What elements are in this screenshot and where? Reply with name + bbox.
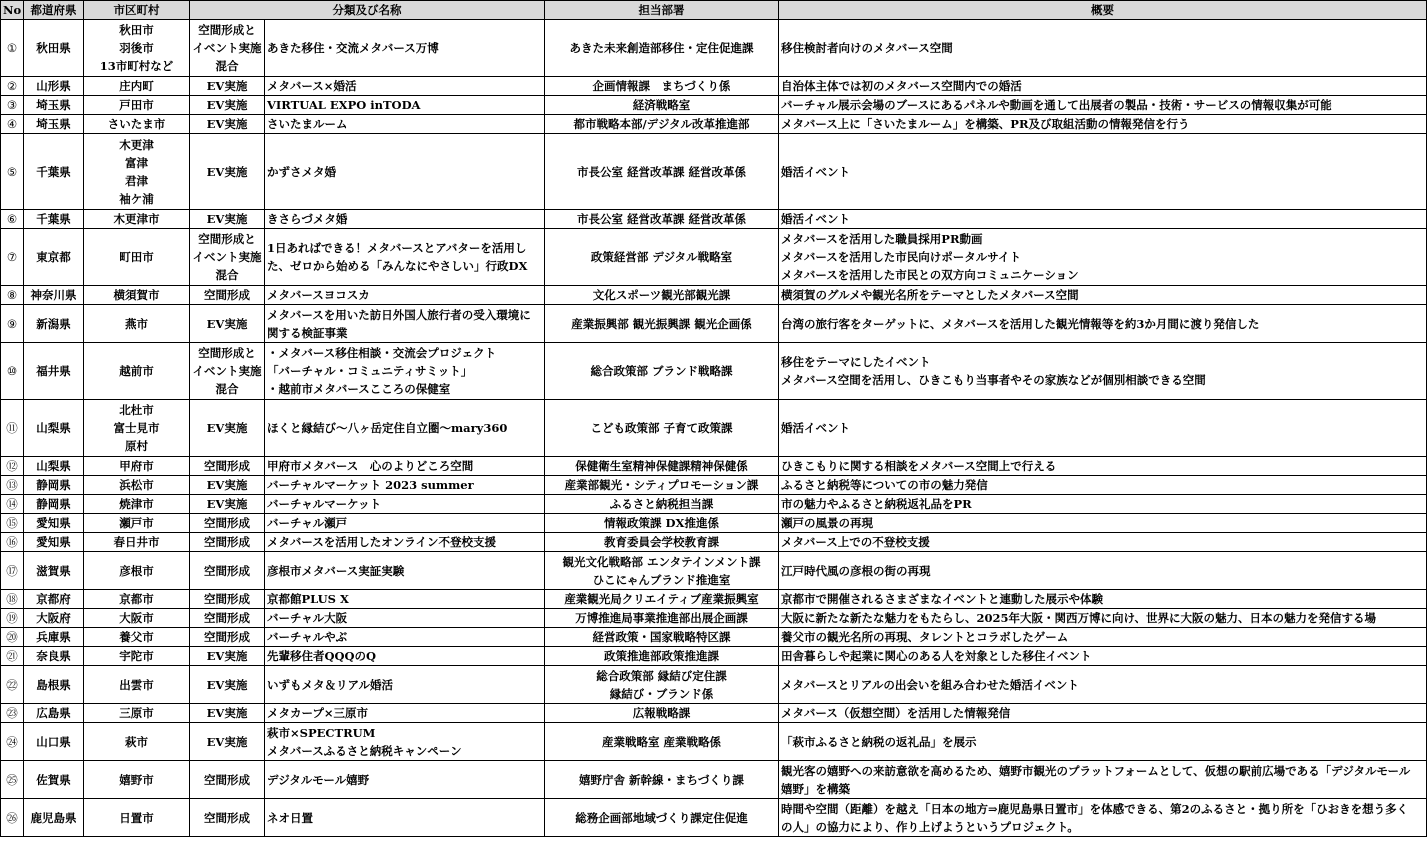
cell-department: あきた未来創造部移住・定住促進課 xyxy=(545,20,779,77)
cell-type: EV実施 xyxy=(190,704,265,723)
cell-department: ふるさと納税担当課 xyxy=(545,495,779,514)
cell-department: 保健衛生室精神保健課精神保健係 xyxy=(545,457,779,476)
cell-summary: メタバース上に「さいたまルーム」を構築、PR及び取組活動の情報発信を行う xyxy=(779,115,1427,134)
cell-summary: 移住をテーマにしたイベント メタバース空間を活用し、ひきこもり当事者やその家族などが個別相談できる空間 xyxy=(779,343,1427,400)
cell-municipality: 北杜市 富士見市 原村 xyxy=(84,400,190,457)
cell-department: 産業振興部 観光振興課 観光企画係 xyxy=(545,305,779,343)
table-row xyxy=(1,476,1427,495)
table-row xyxy=(1,20,1427,77)
cell-no: ⑯ xyxy=(1,533,24,552)
cell-department: 産業部観光・シティプロモーション課 xyxy=(545,476,779,495)
cell-department: 文化スポーツ観光部観光課 xyxy=(545,286,779,305)
cell-municipality: 出雲市 xyxy=(84,666,190,704)
header-summary: 概要 xyxy=(779,1,1427,20)
cell-prefecture: 千葉県 xyxy=(24,134,84,210)
cell-name: 萩市×SPECTRUM メタバースふるさと納税キャンペーン xyxy=(265,723,545,761)
cell-type: EV実施 xyxy=(190,305,265,343)
cell-municipality: 秋田市 羽後市 13市町村など xyxy=(84,20,190,77)
cell-type: 空間形成 xyxy=(190,533,265,552)
cell-summary: 婚活イベント xyxy=(779,134,1427,210)
cell-department: 企画情報課 まちづくり係 xyxy=(545,77,779,96)
header-municipality: 市区町村 xyxy=(84,1,190,20)
cell-municipality: 戸田市 xyxy=(84,96,190,115)
cell-type: EV実施 xyxy=(190,400,265,457)
cell-name: メタカープ×三原市 xyxy=(265,704,545,723)
cell-summary: 台湾の旅行客をターゲットに、メタバースを活用した観光情報等を約3か月間に渡り発信した xyxy=(779,305,1427,343)
cell-name: VIRTUAL EXPO inTODA xyxy=(265,96,545,115)
cell-summary: メタバース（仮想空間）を活用した情報発信 xyxy=(779,704,1427,723)
cell-municipality: 燕市 xyxy=(84,305,190,343)
cell-name: 京都館PLUS X xyxy=(265,590,545,609)
cell-type: 空間形成 xyxy=(190,552,265,590)
cell-summary: バーチャル展示会場のブースにあるパネルや動画を通して出展者の製品・技術・サービスの情報収集が可能 xyxy=(779,96,1427,115)
cell-department: 総合政策部 縁結び定住課 縁結び・ブランド係 xyxy=(545,666,779,704)
cell-type: 空間形成 xyxy=(190,761,265,799)
cell-summary: メタバースとリアルの出会いを組み合わせた婚活イベント xyxy=(779,666,1427,704)
cell-municipality: 春日井市 xyxy=(84,533,190,552)
table-row xyxy=(1,305,1427,343)
cell-municipality: 瀬戸市 xyxy=(84,514,190,533)
cell-department: 都市戦略本部/デジタル改革推進部 xyxy=(545,115,779,134)
cell-department: 産業観光局クリエイティブ産業振興室 xyxy=(545,590,779,609)
table-row xyxy=(1,552,1427,590)
cell-department: こども政策部 子育て政策課 xyxy=(545,400,779,457)
cell-name: バーチャル大阪 xyxy=(265,609,545,628)
table-row xyxy=(1,495,1427,514)
cell-municipality: 彦根市 xyxy=(84,552,190,590)
cell-type: EV実施 xyxy=(190,723,265,761)
cell-name: いずもメタ＆リアル婚活 xyxy=(265,666,545,704)
cell-department: 総合政策部 ブランド戦略課 xyxy=(545,343,779,400)
cell-prefecture: 兵庫県 xyxy=(24,628,84,647)
cell-summary: ひきこもりに関する相談をメタバース空間上で行える xyxy=(779,457,1427,476)
table-row xyxy=(1,134,1427,210)
cell-municipality: さいたま市 xyxy=(84,115,190,134)
cell-department: 情報政策課 DX推進係 xyxy=(545,514,779,533)
cell-department: 市長公室 経営改革課 経営改革係 xyxy=(545,134,779,210)
cell-prefecture: 静岡県 xyxy=(24,495,84,514)
cell-name: あきた移住・交流メタバース万博 xyxy=(265,20,545,77)
cell-prefecture: 愛知県 xyxy=(24,533,84,552)
table-row xyxy=(1,229,1427,286)
cell-no: ⑤ xyxy=(1,134,24,210)
cell-prefecture: 島根県 xyxy=(24,666,84,704)
header-department: 担当部署 xyxy=(545,1,779,20)
cell-summary: 田舎暮らしや起業に関心のある人を対象とした移住イベント xyxy=(779,647,1427,666)
cell-name: 先輩移住者QQQのQ xyxy=(265,647,545,666)
cell-type: EV実施 xyxy=(190,647,265,666)
table-row xyxy=(1,704,1427,723)
cell-municipality: 庄内町 xyxy=(84,77,190,96)
cell-summary: 婚活イベント xyxy=(779,210,1427,229)
cell-municipality: 町田市 xyxy=(84,229,190,286)
cell-department: 万博推進局事業推進部出展企画課 xyxy=(545,609,779,628)
cell-type: 空間形成 xyxy=(190,286,265,305)
cell-type: EV実施 xyxy=(190,666,265,704)
cell-no: ⑥ xyxy=(1,210,24,229)
cell-no: ⑩ xyxy=(1,343,24,400)
cell-municipality: 嬉野市 xyxy=(84,761,190,799)
cell-municipality: 甲府市 xyxy=(84,457,190,476)
cell-no: ⑫ xyxy=(1,457,24,476)
cell-no: ㉔ xyxy=(1,723,24,761)
cell-summary: メタバース上での不登校支援 xyxy=(779,533,1427,552)
cell-prefecture: 秋田県 xyxy=(24,20,84,77)
cell-name: ネオ日置 xyxy=(265,799,545,837)
cell-prefecture: 滋賀県 xyxy=(24,552,84,590)
cell-summary: 自治体主体では初のメタバース空間内での婚活 xyxy=(779,77,1427,96)
cell-summary: 市の魅力やふるさと納税返礼品をPR xyxy=(779,495,1427,514)
table-row xyxy=(1,609,1427,628)
cell-prefecture: 山形県 xyxy=(24,77,84,96)
cell-name: ・メタバース移住相談・交流会プロジェクト 「バーチャル・コミュニティサミット」 ・越前市メタバースこころの保健室 xyxy=(265,343,545,400)
cell-prefecture: 埼玉県 xyxy=(24,96,84,115)
cell-no: ⑭ xyxy=(1,495,24,514)
cell-no: ㉕ xyxy=(1,761,24,799)
cell-prefecture: 山口県 xyxy=(24,723,84,761)
cell-prefecture: 鹿児島県 xyxy=(24,799,84,837)
cell-no: ㉖ xyxy=(1,799,24,837)
cell-prefecture: 大阪府 xyxy=(24,609,84,628)
table-row xyxy=(1,343,1427,400)
cell-summary: 婚活イベント xyxy=(779,400,1427,457)
table-row xyxy=(1,514,1427,533)
cell-no: ③ xyxy=(1,96,24,115)
cell-type: EV実施 xyxy=(190,210,265,229)
cell-prefecture: 山梨県 xyxy=(24,457,84,476)
cell-type: 空間形成 xyxy=(190,457,265,476)
cell-no: ⑧ xyxy=(1,286,24,305)
cell-summary: 江戸時代風の彦根の街の再現 xyxy=(779,552,1427,590)
cell-summary: メタバースを活用した職員採用PR動画 メタバースを活用した市民向けポータルサイト メタバースを活用した市民との双方向コミュニケーション xyxy=(779,229,1427,286)
cell-department: 教育委員会学校教育課 xyxy=(545,533,779,552)
cell-type: EV実施 xyxy=(190,495,265,514)
cell-type: EV実施 xyxy=(190,476,265,495)
cell-name: バーチャルマーケット xyxy=(265,495,545,514)
cell-no: ① xyxy=(1,20,24,77)
table-row xyxy=(1,77,1427,96)
table-row xyxy=(1,115,1427,134)
header-prefecture: 都道府県 xyxy=(24,1,84,20)
table-row xyxy=(1,210,1427,229)
cell-name: バーチャルやぶ xyxy=(265,628,545,647)
cell-summary: 「萩市ふるさと納税の返礼品」を展示 xyxy=(779,723,1427,761)
cell-no: ⑪ xyxy=(1,400,24,457)
cell-prefecture: 千葉県 xyxy=(24,210,84,229)
cell-type: 空間形成と イベント実施 混合 xyxy=(190,229,265,286)
cell-no: ㉓ xyxy=(1,704,24,723)
cell-name: きさらづメタ婚 xyxy=(265,210,545,229)
cell-name: メタバース×婚活 xyxy=(265,77,545,96)
header-no: No xyxy=(1,1,24,20)
cell-department: 経営政策・国家戦略特区課 xyxy=(545,628,779,647)
cell-type: 空間形成と イベント実施 混合 xyxy=(190,343,265,400)
cell-municipality: 日置市 xyxy=(84,799,190,837)
header-classification-name: 分類及び名称 xyxy=(190,1,545,20)
cell-type: EV実施 xyxy=(190,134,265,210)
cell-prefecture: 愛知県 xyxy=(24,514,84,533)
cell-department: 総務企画部地域づくり課定住促進 xyxy=(545,799,779,837)
cell-municipality: 横須賀市 xyxy=(84,286,190,305)
table-row xyxy=(1,666,1427,704)
cell-department: 市長公室 経営改革課 経営改革係 xyxy=(545,210,779,229)
cell-no: ⑲ xyxy=(1,609,24,628)
cell-type: 空間形成 xyxy=(190,514,265,533)
cell-name: ほくと縁結び～八ヶ岳定住自立圏～mary360 xyxy=(265,400,545,457)
cell-municipality: 萩市 xyxy=(84,723,190,761)
cell-name: 彦根市メタバース実証実験 xyxy=(265,552,545,590)
cell-summary: 時間や空間（距離）を越え「日本の地方⇒鹿児島県日置市」を体感できる、第2のふるさと・拠り所を「ひおきを想う多く の人」の協力により、作り上げようというプロジェクト。 xyxy=(779,799,1427,837)
table-row xyxy=(1,533,1427,552)
cell-no: ㉑ xyxy=(1,647,24,666)
cell-department: 広報戦略課 xyxy=(545,704,779,723)
cell-name: かずさメタ婚 xyxy=(265,134,545,210)
table-row xyxy=(1,457,1427,476)
cell-type: 空間形成 xyxy=(190,799,265,837)
cell-municipality: 大阪市 xyxy=(84,609,190,628)
cell-name: 甲府市メタバース 心のよりどころ空間 xyxy=(265,457,545,476)
cell-no: ⑰ xyxy=(1,552,24,590)
cell-no: ⑱ xyxy=(1,590,24,609)
cell-summary: 移住検討者向けのメタバース空間 xyxy=(779,20,1427,77)
cell-prefecture: 神奈川県 xyxy=(24,286,84,305)
cell-type: 空間形成 xyxy=(190,628,265,647)
cell-summary: 養父市の観光名所の再現、タレントとコラボしたゲーム xyxy=(779,628,1427,647)
table-row xyxy=(1,628,1427,647)
table-row xyxy=(1,96,1427,115)
cell-municipality: 浜松市 xyxy=(84,476,190,495)
cell-department: 観光文化戦略部 エンタテインメント課 ひこにゃんブランド推進室 xyxy=(545,552,779,590)
cell-name: 1日あればできる！メタバースとアバターを活用し た、ゼロから始める「みんなにやさしい」行政DX xyxy=(265,229,545,286)
cell-prefecture: 新潟県 xyxy=(24,305,84,343)
cell-no: ④ xyxy=(1,115,24,134)
cell-municipality: 宇陀市 xyxy=(84,647,190,666)
cell-no: ⑳ xyxy=(1,628,24,647)
cell-department: 経済戦略室 xyxy=(545,96,779,115)
cell-name: バーチャルマーケット 2023 summer xyxy=(265,476,545,495)
cell-summary: 瀬戸の風景の再現 xyxy=(779,514,1427,533)
cell-no: ⑬ xyxy=(1,476,24,495)
cell-type: EV実施 xyxy=(190,96,265,115)
cell-municipality: 京都市 xyxy=(84,590,190,609)
cell-no: ⑮ xyxy=(1,514,24,533)
cell-type: EV実施 xyxy=(190,77,265,96)
cell-department: 産業戦略室 産業戦略係 xyxy=(545,723,779,761)
cell-type: 空間形成 xyxy=(190,590,265,609)
cell-prefecture: 埼玉県 xyxy=(24,115,84,134)
cell-department: 政策推進部政策推進課 xyxy=(545,647,779,666)
cell-name: さいたまルーム xyxy=(265,115,545,134)
cell-municipality: 越前市 xyxy=(84,343,190,400)
cell-type: EV実施 xyxy=(190,115,265,134)
cell-name: メタバースを用いた訪日外国人旅行者の受入環境に 関する検証事業 xyxy=(265,305,545,343)
table-row xyxy=(1,761,1427,799)
table-row xyxy=(1,723,1427,761)
cell-type: 空間形成と イベント実施 混合 xyxy=(190,20,265,77)
cell-summary: 京都市で開催されるさまざまなイベントと連動した展示や体験 xyxy=(779,590,1427,609)
cell-type: 空間形成 xyxy=(190,609,265,628)
cell-prefecture: 佐賀県 xyxy=(24,761,84,799)
cell-department: 政策経営部 デジタル戦略室 xyxy=(545,229,779,286)
table-row xyxy=(1,286,1427,305)
cell-summary: ふるさと納税等についての市の魅力発信 xyxy=(779,476,1427,495)
cell-name: バーチャル瀬戸 xyxy=(265,514,545,533)
cell-municipality: 焼津市 xyxy=(84,495,190,514)
cell-no: ⑨ xyxy=(1,305,24,343)
cell-summary: 大阪に新たな新たな魅力をもたらし、2025年大阪・関西万博に向け、世界に大阪の魅力、日本の魅力を発信する場 xyxy=(779,609,1427,628)
cell-prefecture: 奈良県 xyxy=(24,647,84,666)
cell-name: メタバースヨコスカ xyxy=(265,286,545,305)
cell-no: ② xyxy=(1,77,24,96)
cell-prefecture: 山梨県 xyxy=(24,400,84,457)
table-row xyxy=(1,647,1427,666)
cell-no: ㉒ xyxy=(1,666,24,704)
cell-prefecture: 広島県 xyxy=(24,704,84,723)
cell-municipality: 養父市 xyxy=(84,628,190,647)
cell-no: ⑦ xyxy=(1,229,24,286)
cell-prefecture: 東京都 xyxy=(24,229,84,286)
cell-name: デジタルモール嬉野 xyxy=(265,761,545,799)
table-row xyxy=(1,799,1427,837)
cell-municipality: 木更津 富津 君津 袖ケ浦 xyxy=(84,134,190,210)
cell-name: メタバースを活用したオンライン不登校支援 xyxy=(265,533,545,552)
table-row xyxy=(1,590,1427,609)
table-row xyxy=(1,400,1427,457)
cell-summary: 観光客の嬉野への来訪意欲を高めるため、嬉野市観光のプラットフォームとして、仮想の駅前広場である「デジタルモール 嬉野」を構築 xyxy=(779,761,1427,799)
cell-municipality: 木更津市 xyxy=(84,210,190,229)
cell-prefecture: 京都府 xyxy=(24,590,84,609)
cell-department: 嬉野庁舎 新幹線・まちづくり課 xyxy=(545,761,779,799)
cell-municipality: 三原市 xyxy=(84,704,190,723)
cell-prefecture: 静岡県 xyxy=(24,476,84,495)
cell-summary: 横須賀のグルメや観光名所をテーマとしたメタバース空間 xyxy=(779,286,1427,305)
cell-prefecture: 福井県 xyxy=(24,343,84,400)
header-row xyxy=(1,1,1427,20)
